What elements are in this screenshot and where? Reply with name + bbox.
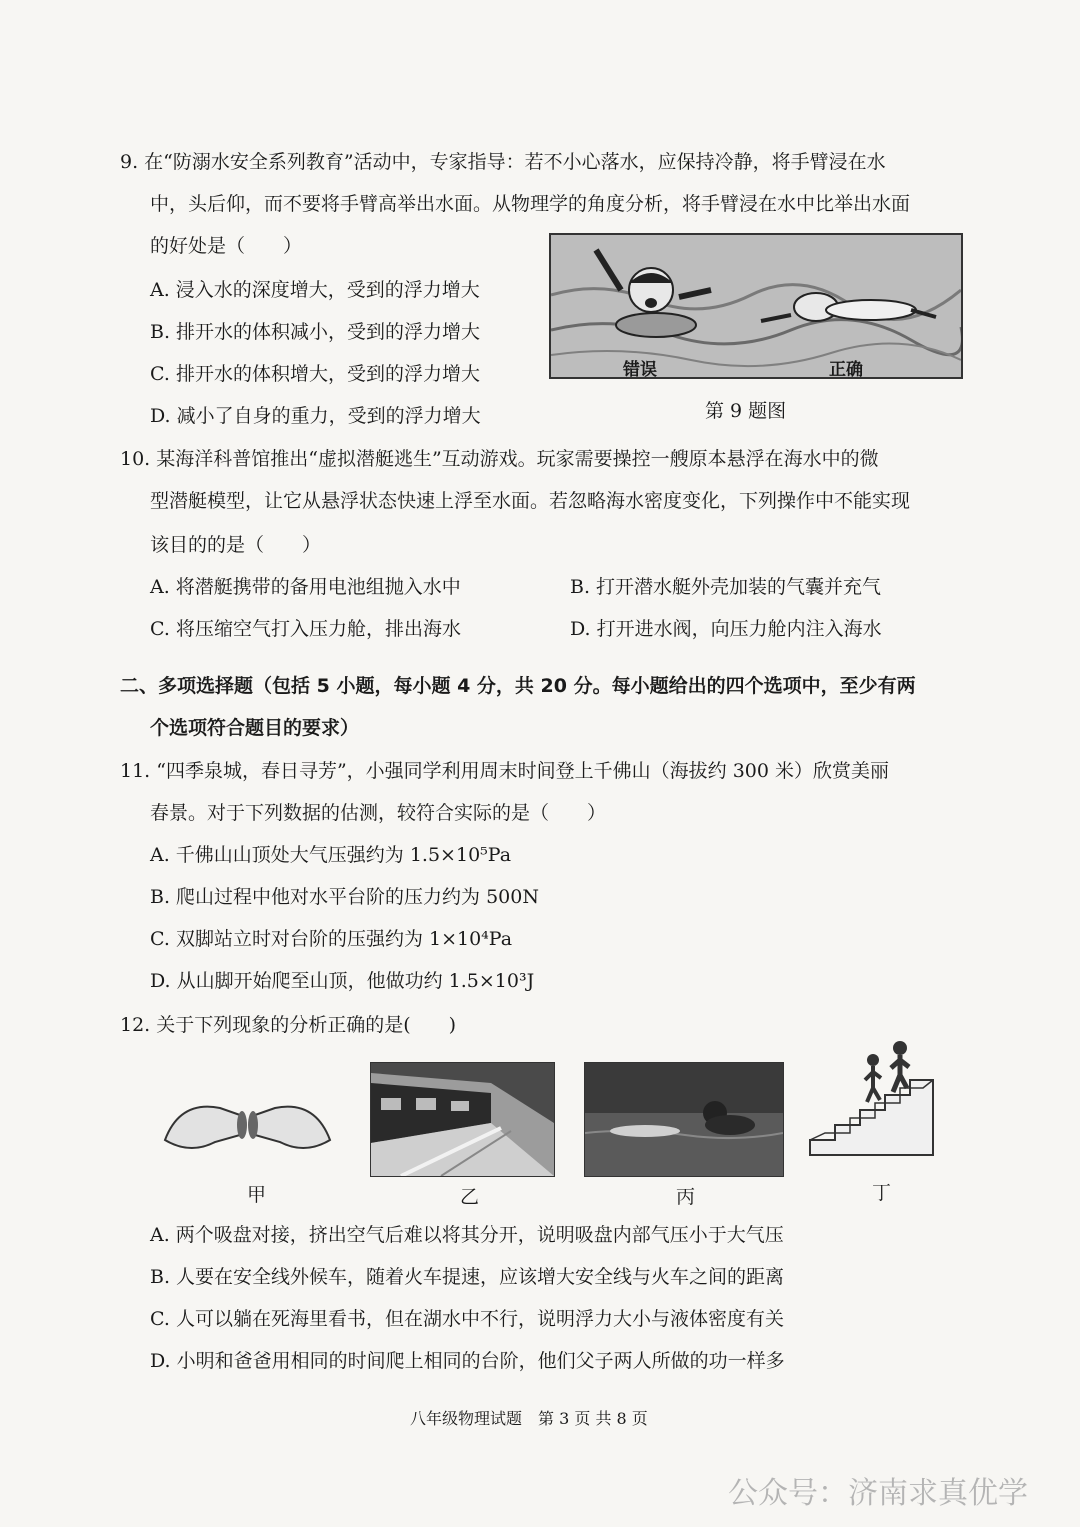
q10-line-3: 该目的的是（ ）	[150, 534, 322, 556]
q9-option-d: D. 减小了自身的重力，受到的浮力增大	[150, 405, 481, 427]
q11-option-a: A. 千佛山山顶处大气压强约为 1.5×10⁵Pa	[150, 844, 512, 866]
q11-option-d: D. 从山脚开始爬至山顶，他做功约 1.5×10³J	[150, 970, 535, 992]
water-scene-illustration	[551, 235, 961, 377]
q9-line-2: 中，头后仰，而不要将手臂高举出水面。从物理学的角度分析，将手臂浸在水中比举出水面	[150, 193, 911, 215]
figure-ding-stairs	[805, 1040, 935, 1158]
section2-heading-line-1: 二、多项选择题（包括 5 小题，每小题 4 分，共 20 分。每小题给出的四个选项中，至少有两	[120, 675, 916, 697]
q10-line-2: 型潜艇模型，让它从悬浮状态快速上浮至水面。若忽略海水密度变化，下列操作中不能实现	[150, 490, 911, 512]
q9-option-c: C. 排开水的体积增大，受到的浮力增大	[150, 363, 480, 385]
q12-stem: 12. 关于下列现象的分析正确的是( )	[120, 1014, 457, 1036]
page-footer: 八年级物理试题 第 3 页 共 8 页	[410, 1409, 648, 1428]
father-son-climbing-stairs-illustration	[805, 1040, 935, 1158]
q11-option-c: C. 双脚站立时对台阶的压强约为 1×10⁴Pa	[150, 928, 513, 950]
watermark-text: 公众号：济南求真优学	[728, 1476, 1028, 1511]
label-bing: 丙	[676, 1186, 696, 1208]
q11-option-b: B. 爬山过程中他对水平台阶的压力约为 500N	[150, 886, 539, 908]
q9-option-a: A. 浸入水的深度增大，受到的浮力增大	[150, 279, 480, 301]
train-platform-photo	[371, 1063, 554, 1176]
figure-jia-suction-cups	[160, 1080, 335, 1160]
q10-option-d: D. 打开进水阀，向压力舱内注入海水	[570, 618, 882, 640]
q12-option-b: B. 人要在安全线外候车，随着火车提速，应该增大安全线与火车之间的距离	[150, 1266, 785, 1288]
q10-line-1: 10. 某海洋科普馆推出“虚拟潜艇逃生”互动游戏。玩家需要操控一艘原本悬浮在海水中的微	[120, 448, 879, 470]
figure-bing-dead-sea	[584, 1062, 784, 1177]
q10-option-c: C. 将压缩空气打入压力舱，排出海水	[150, 618, 461, 640]
section2-heading-line-2: 个选项符合题目的要求）	[150, 717, 360, 739]
q12-option-a: A. 两个吸盘对接，挤出空气后难以将其分开，说明吸盘内部气压小于大气压	[150, 1224, 784, 1246]
label-ding: 丁	[872, 1182, 892, 1204]
q9-line-1: 9. 在“防溺水安全系列教育”活动中，专家指导：若不小心落水，应保持冷静，将手臂浸在水	[120, 151, 886, 173]
q12-option-c: C. 人可以躺在死海里看书，但在湖水中不行，说明浮力大小与液体密度有关	[150, 1308, 784, 1330]
label-wrong: 错误	[623, 360, 657, 379]
label-yi: 乙	[460, 1186, 480, 1208]
q11-line-2: 春景。对于下列数据的估测，较符合实际的是（ ）	[150, 802, 607, 824]
q12-option-d: D. 小明和爸爸用相同的时间爬上相同的台阶，他们父子两人所做的功一样多	[150, 1350, 785, 1372]
q9-figure-drowning	[549, 233, 963, 379]
q9-figure-caption: 第 9 题图	[705, 400, 787, 422]
dead-sea-floating-photo	[585, 1063, 783, 1176]
hands-suction-cups-illustration	[160, 1080, 335, 1160]
label-jia: 甲	[247, 1184, 267, 1206]
q10-option-b: B. 打开潜水艇外壳加装的气囊并充气	[570, 576, 882, 598]
q9-line-3: 的好处是（ ）	[150, 235, 303, 257]
figure-yi-train-platform	[370, 1062, 555, 1177]
q10-option-a: A. 将潜艇携带的备用电池组抛入水中	[150, 576, 461, 598]
q9-option-b: B. 排开水的体积减小，受到的浮力增大	[150, 321, 481, 343]
q11-line-1: 11. “四季泉城，春日寻芳”，小强同学利用周末时间登上千佛山（海拔约 300 米）欣赏美丽	[120, 760, 890, 782]
label-correct: 正确	[829, 360, 863, 379]
